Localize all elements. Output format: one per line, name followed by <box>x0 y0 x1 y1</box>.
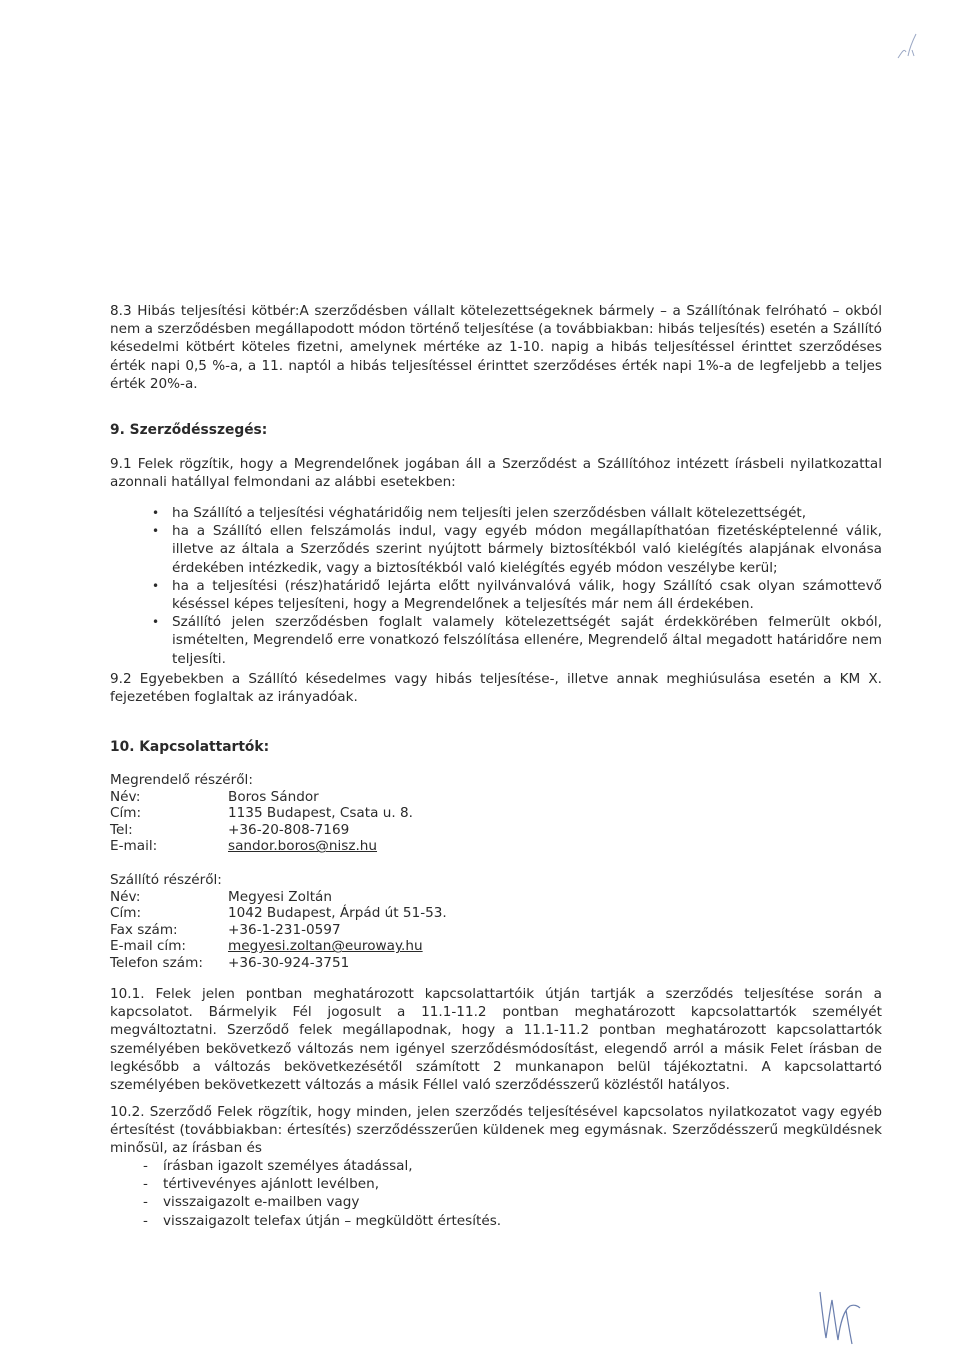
list-item: - tértivevényes ajánlott levélben, <box>163 1175 501 1193</box>
section-10-2 <box>110 1103 882 1158</box>
contact-row-name: Név: Boros Sándor <box>110 788 319 805</box>
section-9-heading: 9. Szerződésszegés: <box>110 422 268 438</box>
section-9-1-text: 9.1 Felek rögzítik, hogy a Megrendelőnek jogában áll a Szerződést a Szállítóhoz intézett írásbeli nyilatkozattal azonnali hatállyal felmondani az alábbi esetekben: <box>110 456 882 491</box>
section-9-2-text: 9.2 Egyebekben a Szállító késedelmes vagy hibás teljesítése-, illetve annak meghiúsulása esetén a KM X. fejezetében foglaltak az irányadóak. <box>110 671 882 706</box>
contact-megrendelo <box>110 772 413 855</box>
list-item: - visszaigazolt e-mailben vagy <box>163 1193 501 1211</box>
termination-cases-list <box>172 504 882 668</box>
section-9-1-intro <box>110 455 882 491</box>
delivery-methods-list <box>163 1157 501 1230</box>
contact-row-email: E-mail cím: megyesi.zoltan@euroway.hu <box>110 938 423 955</box>
section-10-1 <box>110 985 882 1094</box>
contact-row-phone: Tel: +36-20-808-7169 <box>110 821 350 838</box>
list-item: • ha a Szállító ellen felszámolás indul, vagy egyéb módon megállapíthatóan fizetésképtelenné válik, illetve az általa a Szerződés szerint nyújtott bármely biztosítékból való kielégítés alapjának elvonása érdekében intézkedik, vagy a biztosítékból való kielégítés egyéb módon veszélybe kerül; <box>172 522 882 577</box>
section-10-1-text: 10.1. Felek jelen pontban meghatározott kapcsolattartóik útján tartják a szerződés teljesítése során a kapcsolatot. Bármelyik Fél jogosult a 11.1-11.2 pontban meghatározott kapcsolattartók személyét megváltoztatni. Szerződő felek megállapodnak, hogy a 11.1-11.2 pontban meghatározott kapcsolattartók személyében bekövetkező változás nem igényel szerződésmódosítást, elegendő arról a másik Felet írásban de legkésőbb a változás bekövetkezésétől számított 2 munkanapon belül tájékoztatni. A kapcsolattartó személyében bekövetkezett változás a másik Féllel való szerződésszerű közléstől hatályos. <box>110 986 882 1094</box>
contact-row-address: Cím: 1042 Budapest, Árpád út 51-53. <box>110 905 447 922</box>
contact-title: Megrendelő részéről: <box>110 772 253 788</box>
signature-initials-icon <box>810 1280 870 1346</box>
email-link[interactable]: megyesi.zoltan@euroway.hu <box>228 938 423 955</box>
section-10-heading: 10. Kapcsolattartók: <box>110 739 270 755</box>
contact-row-phone: Telefon szám: +36-30-924-3751 <box>110 954 350 971</box>
contact-row-email: E-mail: sandor.boros@nisz.hu <box>110 838 378 855</box>
contact-szallito <box>110 872 447 972</box>
section-9-2 <box>110 670 882 706</box>
list-item: - írásban igazolt személyes átadással, <box>163 1157 501 1175</box>
email-link[interactable]: sandor.boros@nisz.hu <box>228 838 378 855</box>
list-item: - visszaigazolt telefax útján – megküldött értesítés. <box>163 1212 501 1230</box>
section-8-3 <box>110 302 882 393</box>
section-10-2-text: 10.2. Szerződő Felek rögzítik, hogy minden, jelen szerződés teljesítésével kapcsolatos nyilatkozatot vagy egyéb értesítést (továbbiakban: értesítés) szerződésszerűen küldenek meg egymásnak. Szerződésszerű megküldésnek minősül, az írásban és <box>110 1104 882 1157</box>
contact-row-fax: Fax szám: +36-1-231-0597 <box>110 921 341 938</box>
contact-title: Szállító részéről: <box>110 872 222 888</box>
list-item: • ha Szállító a teljesítési véghatáridőig nem teljesíti jelen szerződésben vállalt kötelezettségét, <box>172 504 882 522</box>
ink-mark-icon <box>894 30 944 70</box>
section-8-3-text: 8.3 Hibás teljesítési kötbér:A szerződésben vállalt kötelezettségeknek bármely – a Szállítónak felróható – okból nem a szerződésben megállapodott módon történő teljesítése (a továbbiakban: hibás teljesítés) esetén a Szállító késedelmi kötbért köteles fizetni, amelynek mértéke az 1-10. napig a hibás teljesítéssel érinttet szerződéses érték napi 0,5 %-a, a 11. naptól a hibás teljesítéssel érinttet szerződéses érték napi 1%-a de legfeljebb a teljes érték 20%-a. <box>110 303 882 392</box>
contact-row-name: Név: Megyesi Zoltán <box>110 888 332 905</box>
contact-row-address: Cím: 1135 Budapest, Csata u. 8. <box>110 805 413 822</box>
list-item: • Szállító jelen szerződésben foglalt valamely kötelezettségét saját érdekkörében felmerült okból, ismételten, Megrendelő erre vonatkozó felszólítása ellenére, Megrendelő által megadott határidőre nem teljesíti. <box>172 613 882 668</box>
list-item: • ha a teljesítési (rész)határidő lejárta előtt nyilvánvalóvá válik, hogy Szállító csak olyan számottevő késéssel képes teljesíteni, hogy a Megrendelőnek a teljesítés már nem áll érdekében. <box>172 577 882 613</box>
